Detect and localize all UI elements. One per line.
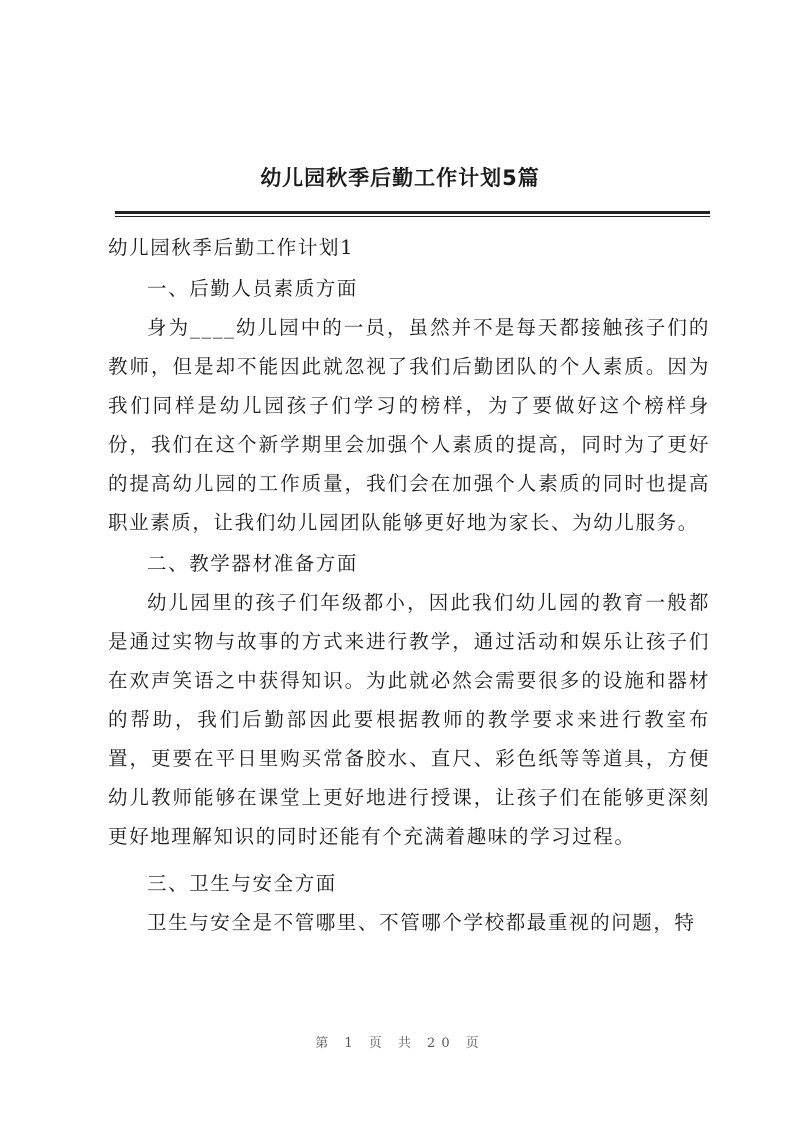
section-heading-1: 一、后勤人员素质方面 [147,277,359,300]
section-paragraph-3: 卫生与安全是不管哪里、不管哪个学校都最重视的问题，特 [147,911,696,934]
document-body [108,228,710,942]
title-divider-thin [115,216,710,217]
document-title: 幼儿园秋季后勤工作计划5篇 [260,166,540,190]
section-subtitle: 幼儿园秋季后勤工作计划1 [108,236,355,259]
section-heading-3: 三、卫生与安全方面 [147,872,337,895]
title-divider [115,211,710,214]
section-heading-2: 二、教学器材准备方面 [147,552,359,575]
section-paragraph-2: 幼儿园里的孩子们年级都小，因此我们幼儿园的教育一般都是通过实物与故事的方式来进行教学，通过活动和娱乐让孩子们在欢声笑语之中获得知识。为此就必然会需要很多的设施和器材的帮助，我们后勤部因此要根据教师的教学要求来进行教室布置，更要在平日里购买常备胶水、直尺、彩色纸等等道具，方便幼儿教师能够在课堂上更好地进行授课，让孩子们在能够更深刻更好地理解知识的同时还能有个充满着趣味的学习过程。 [108,591,710,848]
page-number-footer: 第 1 页 共 20 页 [315,1036,485,1051]
section-paragraph-1: 身为____幼儿园中的一员，虽然并不是每天都接触孩子们的教师，但是却不能因此就忽视了我们后勤团队的个人素质。因为我们同样是幼儿园孩子们学习的榜样，为了要做好这个榜样身份，我们在这个新学期里会加强个人素质的提高，同时为了更好的提高幼儿园的工作质量，我们会在加强个人素质的同时也提高职业素质，让我们幼儿园团队能够更好地为家长、为幼儿服务。 [108,316,710,534]
